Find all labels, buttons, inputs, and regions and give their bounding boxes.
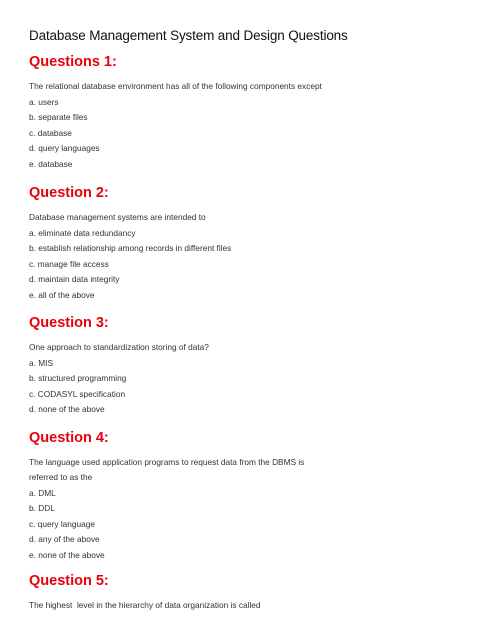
answer-option: d. query languages (29, 143, 100, 154)
answer-option: e. none of the above (29, 549, 105, 560)
answer-option: b. structured programming (29, 373, 127, 384)
question-1 (29, 53, 469, 173)
question-text: One approach to standardization storing of data? (29, 342, 209, 352)
answer-option: d. any of the above (29, 534, 100, 545)
question-heading: Questions 1: (29, 54, 117, 70)
question-heading: Question 5: (29, 573, 109, 589)
question-5 (29, 572, 469, 613)
answer-option: c. database (29, 127, 72, 138)
question-text: Database management systems are intended to (29, 212, 206, 222)
answer-option: d. none of the above (29, 404, 105, 415)
answer-option: b. DDL (29, 503, 55, 514)
answer-option: e. all of the above (29, 289, 95, 300)
answer-option: a. DML (29, 487, 56, 498)
answer-option: b. establish relationship among records in different files (29, 243, 232, 254)
question-text: The relational database environment has all of the following components except (29, 81, 322, 91)
answer-option: c. query language (29, 518, 95, 529)
question-heading: Question 4: (29, 430, 109, 446)
question-heading: Question 2: (29, 185, 109, 201)
answer-option: c. CODASYL specification (29, 388, 126, 399)
question-text: The language used application programs to request data from the DBMS is referred to as the (29, 457, 305, 482)
answer-option: b. separate files (29, 112, 88, 123)
answer-option: e. database (29, 158, 73, 169)
document-title: Database Management System and Design Questions (29, 28, 348, 43)
question-4 (29, 429, 469, 564)
answer-option: c. manage file access (29, 258, 109, 269)
question-2 (29, 184, 469, 304)
answer-option: a. eliminate data redundancy (29, 227, 136, 238)
question-text: The highest level in the hierarchy of data organization is called (29, 600, 261, 610)
answer-option: a. MIS (29, 357, 53, 368)
question-3 (29, 314, 469, 418)
answer-option: d. maintain data integrity (29, 274, 120, 285)
answer-option: a. users (29, 96, 59, 107)
question-heading: Question 3: (29, 315, 109, 331)
